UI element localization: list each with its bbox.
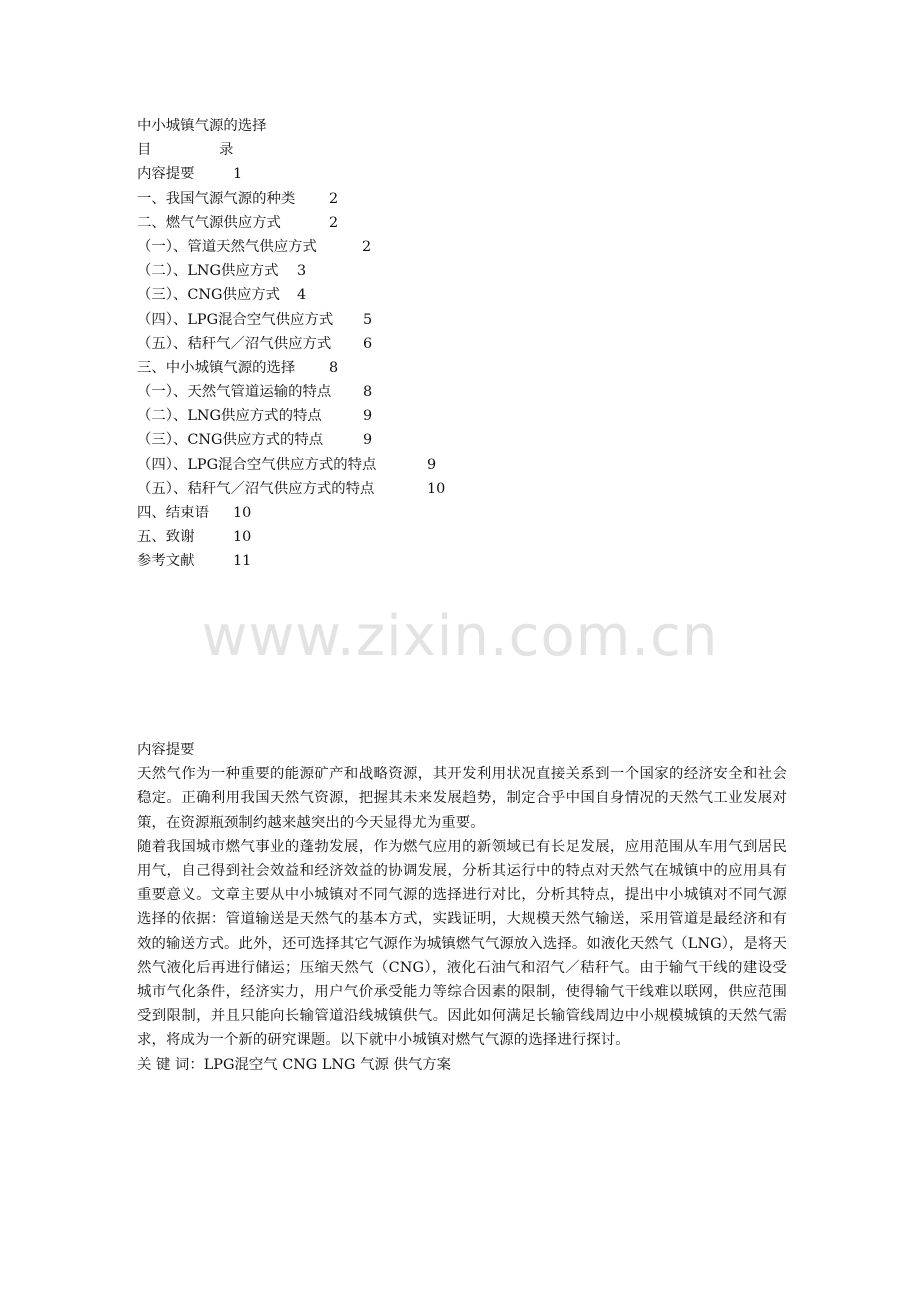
toc-entry-page: 1 (233, 166, 243, 183)
toc-entry[interactable] (137, 187, 787, 211)
toc-entry[interactable] (137, 332, 787, 356)
toc-entry-page: 6 (363, 335, 373, 352)
toc-entry-page: 8 (329, 359, 339, 376)
toc-entry[interactable] (137, 380, 787, 404)
toc-entry-text: （五）、秸秆气／沼气供应方式的特点 (137, 480, 375, 497)
keywords-value: LPG混空气 CNG LNG 气源 供气方案 (203, 1056, 452, 1073)
toc-heading-right: 录 (219, 142, 234, 159)
toc-entry[interactable] (137, 356, 787, 380)
abstract-paragraph: 随着我国城市燃气事业的蓬勃发展，作为燃气应用的新领域已有长足发展，应用范围从车用气到居民用气，自己得到社会效益和经济效益的协调发展，分析其运行中的特点对天然气在城镇中的应用具有重要意义。文章主要从中小城镇对不同气源的选择进行对比，分析其特点，提出中小城镇对不同气源选择的依据：管道输送是天然气的基本方式，实践证明，大规模天然气输送，采用管道是最经济和有效的输送方式。此外，还可选择其它气源作为城镇燃气气源放入选择。如液化天然气（LNG），是将天然气液化后再进行储运；压缩天然气（CNG），液化石油气和沼气／秸秆气。由于输气干线的建设受城市气化条件，经济实力，用户气价承受能力等综合因素的限制，使得输气干线难以联网，供应范围受到限制，并且只能向长输管道沿线城镇供气。因此如何满足长输管线周边中小规模城镇的天然气需求，将成为一个新的研究课题。以下就中小城镇对燃气气源的选择进行探讨。 (137, 838, 787, 1049)
abstract-paragraph: 天然气作为一种重要的能源矿产和战略资源，其开发利用状况直接关系到一个国家的经济安全和社会稳定。正确利用我国天然气资源，把握其未来发展趋势，制定合乎中国自身情况的天然气工业发展对策，在资源瓶颈制约越来越突出的今天显得尤为重要。 (137, 766, 787, 831)
toc-entry-page: 9 (427, 456, 437, 473)
toc-entry-text: 内容提要 (137, 166, 195, 183)
toc-entry-page: 2 (329, 214, 339, 231)
toc-entry-text: 四、结束语 (137, 505, 209, 521)
toc-entry-page: 4 (297, 287, 307, 304)
toc-entry[interactable] (137, 162, 787, 186)
abstract-section (137, 738, 787, 1077)
keywords-line (137, 1053, 787, 1077)
toc-entry-page: 3 (297, 263, 307, 280)
toc-entry-text: 五、致谢 (137, 529, 195, 546)
toc-entry[interactable] (137, 235, 787, 259)
toc-entry-text: 参考文献 (137, 553, 195, 570)
toc-entry-page: 11 (233, 553, 252, 570)
toc-entry-page: 8 (363, 384, 373, 401)
toc-entry-page: 9 (363, 432, 373, 449)
toc-entry-text: 一、我国气源气源的种类 (137, 190, 296, 207)
toc-entry-text: （三）、CNG供应方式 (137, 287, 281, 304)
toc-entry-page: 9 (363, 408, 373, 425)
toc-entry-text: （四）、LPG混合空气供应方式的特点 (137, 456, 377, 473)
document-front-matter (137, 114, 787, 574)
toc-entry-page: 10 (233, 505, 252, 521)
toc-heading (137, 138, 787, 162)
toc-entry[interactable] (137, 525, 787, 549)
toc-entry[interactable] (137, 477, 787, 501)
toc-entry-text: （二）、LNG供应方式的特点 (137, 408, 322, 425)
toc-entry[interactable] (137, 283, 787, 307)
toc-entry-text: （一）、管道天然气供应方式 (137, 238, 317, 255)
keywords-label: 关 键 词： (137, 1056, 204, 1073)
toc-entry-text: （五）、秸秆气／沼气供应方式 (137, 335, 332, 352)
toc-entry[interactable] (137, 428, 787, 452)
toc-entry-page: 2 (329, 190, 339, 207)
toc-entry[interactable] (137, 308, 787, 332)
toc-entry-text: （二）、LNG供应方式 (137, 263, 279, 280)
toc-entry-page: 10 (427, 480, 446, 497)
toc-entry[interactable] (137, 549, 787, 573)
toc-entry-page: 5 (363, 311, 373, 328)
toc-entry-page: 10 (233, 529, 252, 546)
toc-entry[interactable] (137, 211, 787, 235)
toc-entry-text: 三、中小城镇气源的选择 (137, 359, 296, 376)
toc-entry[interactable] (137, 259, 787, 283)
toc-entry[interactable] (137, 501, 787, 525)
toc-entry-text: （四）、LPG混合空气供应方式 (137, 311, 334, 328)
document-title: 中小城镇气源的选择 (137, 118, 267, 134)
toc-entry-text: （三）、CNG供应方式的特点 (137, 432, 324, 449)
watermark: www.zixin.com.cn (201, 604, 719, 669)
toc-entry-page: 2 (362, 238, 372, 255)
toc-entry-text: （一）、天然气管道运输的特点 (137, 384, 332, 401)
toc-entry[interactable] (137, 453, 787, 477)
abstract-heading: 内容提要 (137, 742, 195, 758)
toc-entry-text: 二、燃气气源供应方式 (137, 214, 281, 231)
toc-heading-left: 目 (137, 142, 152, 159)
toc-entry[interactable] (137, 404, 787, 428)
